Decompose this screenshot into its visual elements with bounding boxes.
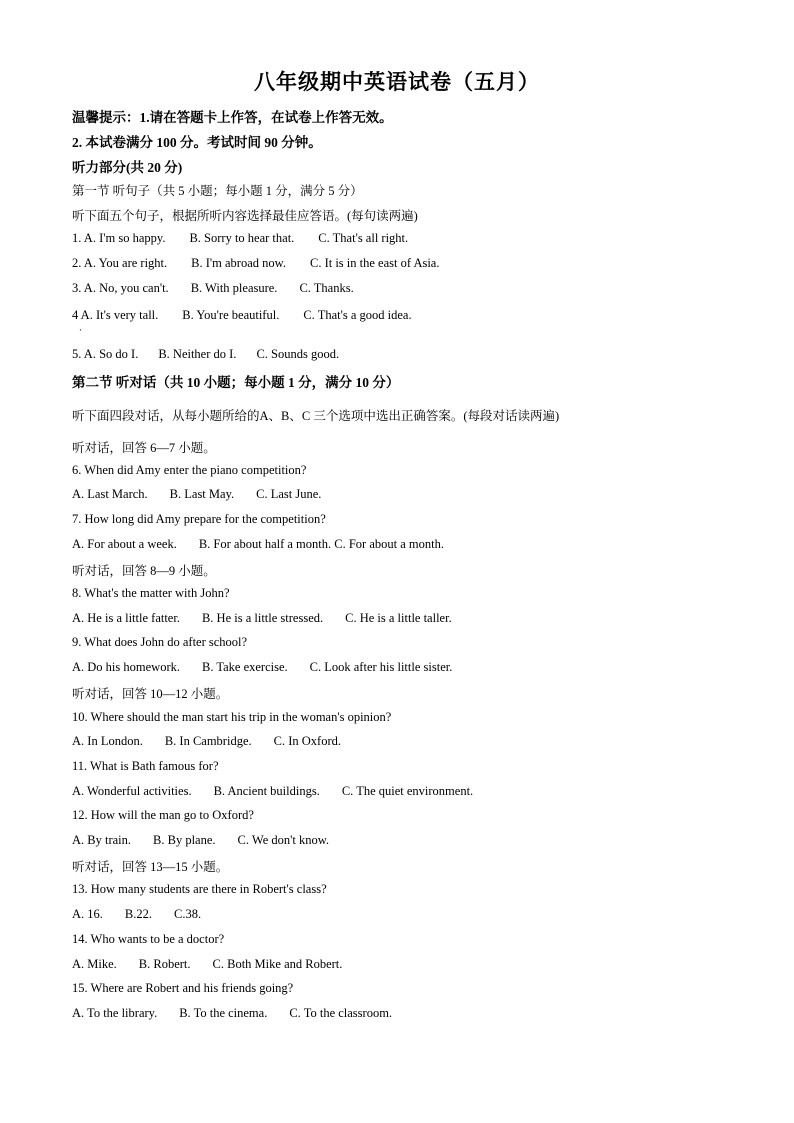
option: C. He is a little taller. bbox=[345, 611, 452, 625]
question-text: 6. When did Amy enter the piano competition? bbox=[72, 463, 307, 477]
question-text: 15. Where are Robert and his friends going? bbox=[72, 981, 294, 995]
question-options bbox=[72, 957, 342, 972]
question-text: 12. How will the man go to Oxford? bbox=[72, 808, 254, 822]
question-options bbox=[72, 537, 444, 552]
question-4-options bbox=[72, 308, 412, 323]
question-options bbox=[72, 660, 452, 675]
option: B. Neither do I. bbox=[158, 347, 237, 361]
notice-line-1: 温馨提示：1.请在答题卡上作答，在试卷上作答无效。 bbox=[72, 110, 393, 125]
option: C. Sounds good. bbox=[256, 347, 340, 361]
question-1-options bbox=[72, 231, 408, 246]
question-options bbox=[72, 784, 473, 799]
question-3-options bbox=[72, 281, 354, 296]
group-intro: 听对话，回答 13—15 小题。 bbox=[72, 860, 229, 874]
option: 3. A. No, you can't. bbox=[72, 281, 169, 295]
question-text: 14. Who wants to be a doctor? bbox=[72, 932, 225, 946]
option: B. In Cambridge. bbox=[164, 734, 252, 748]
section1-heading: 第一节 听句子（共 5 小题；每小题 1 分，满分 5 分） bbox=[72, 184, 363, 198]
question-options bbox=[72, 907, 201, 922]
question-options bbox=[72, 611, 452, 626]
question-2-options bbox=[72, 256, 439, 271]
option: B. Ancient buildings. bbox=[213, 784, 320, 798]
stray-mark: · bbox=[79, 326, 82, 336]
question-text: 9. What does John do after school? bbox=[72, 635, 248, 649]
option: 4 A. It's very tall. bbox=[72, 308, 159, 322]
section2-heading: 第二节 听对话（共 10 小题；每小题 1 分，满分 10 分） bbox=[72, 375, 400, 390]
option: C. In Oxford. bbox=[273, 734, 341, 748]
option: C. Both Mike and Robert. bbox=[212, 957, 343, 971]
option: A. To the library. bbox=[72, 1006, 158, 1020]
question-text: 10. Where should the man start his trip in the woman's opinion? bbox=[72, 710, 392, 724]
option: C. We don't know. bbox=[237, 833, 330, 847]
question-5-options bbox=[72, 347, 339, 362]
option: B. Last May. bbox=[169, 487, 235, 501]
option: 2. A. You are right. bbox=[72, 256, 168, 270]
option: A. By train. bbox=[72, 833, 132, 847]
question-text: 7. How long did Amy prepare for the competition? bbox=[72, 512, 326, 526]
question-options bbox=[72, 1006, 392, 1021]
option: A. Wonderful activities. bbox=[72, 784, 192, 798]
option: B. By plane. bbox=[153, 833, 216, 847]
option: A. 16. bbox=[72, 907, 103, 921]
option: B. Take exercise. bbox=[201, 660, 288, 674]
option: A. In London. bbox=[72, 734, 143, 748]
option: B. He is a little stressed. bbox=[201, 611, 324, 625]
section1-instruction: 听下面五个句子，根据所听内容选择最佳应答语。(每句读两遍) bbox=[72, 209, 418, 223]
question-options bbox=[72, 734, 341, 749]
option: 5. A. So do I. bbox=[72, 347, 139, 361]
section2-instruction: 听下面四段对话，从每小题所给的A、B、C 三个选项中选出正确答案。(每段对话读两遍) bbox=[72, 409, 560, 423]
option: C. To the classroom. bbox=[289, 1006, 393, 1020]
option: A. Do his homework. bbox=[72, 660, 180, 674]
option: B. Robert. bbox=[138, 957, 191, 971]
option: B.22. bbox=[124, 907, 152, 921]
option: C. That's a good idea. bbox=[303, 308, 412, 322]
option: C. That's all right. bbox=[318, 231, 409, 245]
option: B. I'm abroad now. bbox=[191, 256, 286, 270]
option: A. Mike. bbox=[72, 957, 117, 971]
group-intro: 听对话，回答 6—7 小题。 bbox=[72, 441, 216, 455]
option: A. Last March. bbox=[72, 487, 148, 501]
listening-heading: 听力部分(共 20 分) bbox=[72, 160, 183, 175]
question-text: 11. What is Bath famous for? bbox=[72, 759, 219, 773]
option: B. For about half a month. C. For about a month. bbox=[198, 537, 444, 551]
question-text: 8. What's the matter with John? bbox=[72, 586, 230, 600]
option: C. Thanks. bbox=[299, 281, 354, 295]
option: A. He is a little fatter. bbox=[72, 611, 180, 625]
option: C. Last June. bbox=[256, 487, 322, 501]
question-options bbox=[72, 833, 329, 848]
option: C.38. bbox=[174, 907, 202, 921]
option: A. For about a week. bbox=[72, 537, 177, 551]
group-intro: 听对话，回答 10—12 小题。 bbox=[72, 687, 229, 701]
option: C. Look after his little sister. bbox=[309, 660, 453, 674]
group-intro: 听对话，回答 8—9 小题。 bbox=[72, 564, 216, 578]
question-options bbox=[72, 487, 321, 502]
option: B. To the cinema. bbox=[179, 1006, 268, 1020]
question-text: 13. How many students are there in Robert's class? bbox=[72, 882, 327, 896]
option: B. You're beautiful. bbox=[182, 308, 280, 322]
option: B. Sorry to hear that. bbox=[189, 231, 295, 245]
page-title: 八年级期中英语试卷（五月） bbox=[254, 69, 540, 94]
notice-line-2: 2. 本试卷满分 100 分。考试时间 90 分钟。 bbox=[72, 135, 322, 150]
option: C. The quiet environment. bbox=[341, 784, 474, 798]
option: 1. A. I'm so happy. bbox=[72, 231, 166, 245]
option: B. With pleasure. bbox=[190, 281, 278, 295]
option: C. It is in the east of Asia. bbox=[309, 256, 440, 270]
